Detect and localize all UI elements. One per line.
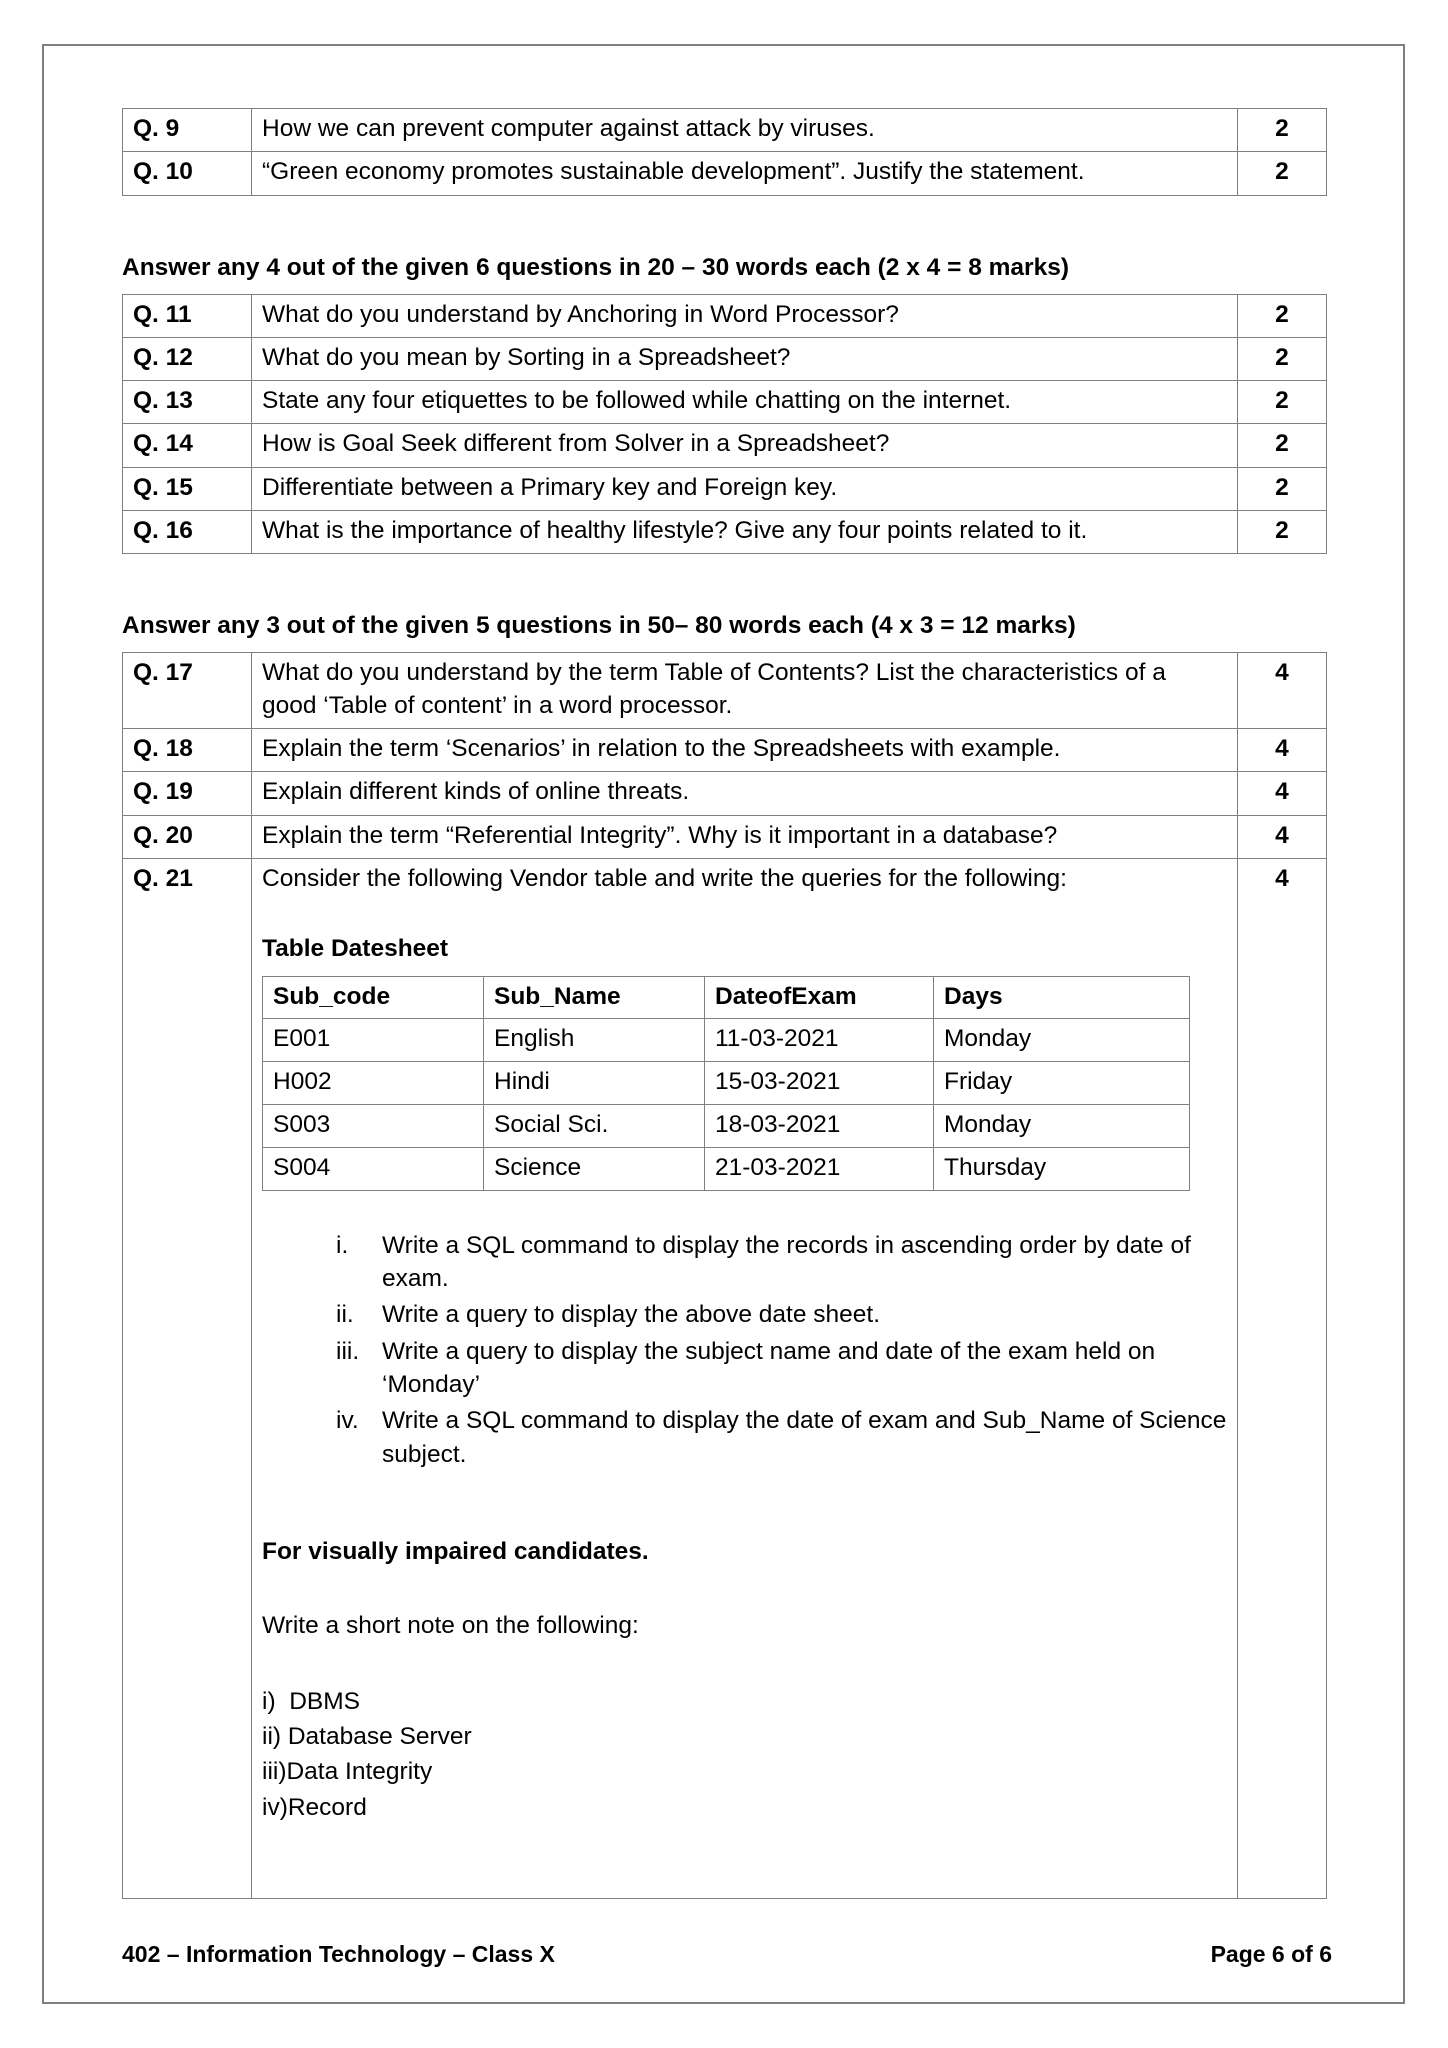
question-number: Q. 12: [123, 337, 252, 380]
list-item: iii)Data Integrity: [262, 1758, 433, 1786]
datesheet-col-header: Sub_code: [263, 976, 484, 1019]
list-item: [336, 1335, 1227, 1402]
list-marker: ii.: [336, 1301, 354, 1329]
datesheet-cell: Social Sci.: [484, 1105, 705, 1148]
question-marks: 4: [1238, 815, 1327, 858]
visually-impaired-list: [262, 1685, 1227, 1824]
question-number: Q. 9: [123, 109, 252, 152]
question-text: What do you mean by Sorting in a Spreadsheet?: [252, 337, 1238, 380]
list-item-label: Write a query to display the above date sheet.: [382, 1301, 881, 1329]
datesheet-cell: Hindi: [484, 1062, 705, 1105]
datesheet-cell: 21-03-2021: [705, 1147, 934, 1190]
question-number: Q. 20: [123, 815, 252, 858]
question-marks: 4: [1238, 653, 1327, 729]
datesheet-col-header: Sub_Name: [484, 976, 705, 1019]
datesheet-title: Table Datesheet: [262, 935, 449, 963]
question-marks: 4: [1238, 772, 1327, 815]
question-marks: 2: [1238, 511, 1327, 554]
question-number: Q. 11: [123, 294, 252, 337]
question-text: What is the importance of healthy lifestyle? Give any four points related to it.: [252, 511, 1238, 554]
table-row: [123, 728, 1327, 771]
question-number: Q. 16: [123, 511, 252, 554]
table-row-q21: [123, 858, 1327, 1898]
datesheet-cell: Monday: [934, 1019, 1190, 1062]
datesheet-cell: 18-03-2021: [705, 1105, 934, 1148]
visually-impaired-intro: Write a short note on the following:: [262, 1612, 639, 1640]
table-row: [123, 424, 1327, 467]
questions-table-2: [122, 294, 1327, 555]
q21-query-list: [262, 1229, 1227, 1471]
question-marks: 4: [1238, 728, 1327, 771]
question-number: Q. 17: [123, 653, 252, 729]
spacer: [262, 1643, 1227, 1685]
datesheet-row: [263, 1147, 1190, 1190]
table-row: [123, 772, 1327, 815]
datesheet-cell: H002: [263, 1062, 484, 1105]
question-marks: 2: [1238, 109, 1327, 152]
q21-intro-text: Consider the following Vendor table and write the queries for the following:: [262, 864, 1067, 892]
table-row: [123, 381, 1327, 424]
spacer: [262, 1191, 1227, 1229]
list-item-label: Write a SQL command to display the records in ascending order by date of exam.: [382, 1231, 1191, 1293]
list-item: ii) Database Server: [262, 1722, 472, 1750]
question-text: Explain different kinds of online threats.: [252, 772, 1238, 815]
table-row: [123, 815, 1327, 858]
datesheet-header-row: [263, 976, 1190, 1019]
spacer: [262, 895, 1227, 933]
question-text: Explain the term ‘Scenarios’ in relation to the Spreadsheets with example.: [252, 728, 1238, 771]
datesheet-cell: Science: [484, 1147, 705, 1190]
datesheet-cell: 11-03-2021: [705, 1019, 934, 1062]
question-text-q21: [252, 858, 1238, 1898]
datesheet-row: [263, 1062, 1190, 1105]
table-row: [123, 337, 1327, 380]
question-text: What do you understand by Anchoring in Word Processor?: [252, 294, 1238, 337]
datesheet-cell: English: [484, 1019, 705, 1062]
question-marks: 2: [1238, 381, 1327, 424]
page-frame: [42, 44, 1405, 2004]
spacer: [262, 1568, 1227, 1610]
footer-page-number: Page 6 of 6: [1210, 1941, 1332, 1967]
question-text: Differentiate between a Primary key and Foreign key.: [252, 467, 1238, 510]
datesheet-cell: 15-03-2021: [705, 1062, 934, 1105]
visually-impaired-heading: For visually impaired candidates.: [262, 1538, 649, 1566]
datesheet-col-header: DateofExam: [705, 976, 934, 1019]
question-number: Q. 14: [123, 424, 252, 467]
question-text: State any four etiquettes to be followed while chatting on the internet.: [252, 381, 1238, 424]
question-text: Explain the term “Referential Integrity”. Why is it important in a database?: [252, 815, 1238, 858]
question-text: What do you understand by the term Table of Contents? List the characteristics of a good ‘Table of content’ in a word processor.: [252, 653, 1238, 729]
list-item: i) DBMS: [262, 1687, 360, 1715]
spacer: [122, 284, 1322, 294]
footer-subject: 402 – Information Technology – Class X: [122, 1941, 555, 1967]
question-marks: 2: [1238, 424, 1327, 467]
spacer: [122, 196, 1322, 252]
question-number: Q. 13: [123, 381, 252, 424]
datesheet-cell: E001: [263, 1019, 484, 1062]
question-text: How is Goal Seek different from Solver in a Spreadsheet?: [252, 424, 1238, 467]
table-row: [123, 294, 1327, 337]
table-row: [123, 467, 1327, 510]
spacer: [122, 642, 1322, 652]
list-item: [336, 1229, 1227, 1296]
page-footer: [122, 1941, 1332, 1968]
spacer: [262, 1474, 1227, 1536]
question-marks: 2: [1238, 294, 1327, 337]
datesheet-cell: S004: [263, 1147, 484, 1190]
section-heading-2: Answer any 4 out of the given 6 questions in 20 – 30 words each (2 x 4 = 8 marks): [122, 253, 1069, 281]
list-item: [336, 1404, 1227, 1471]
question-marks: 4: [1238, 858, 1327, 1898]
list-item: [336, 1298, 1227, 1331]
table-row: [123, 109, 1327, 152]
datesheet-cell: Monday: [934, 1105, 1190, 1148]
datesheet-table: [262, 976, 1190, 1191]
datesheet-cell: Friday: [934, 1062, 1190, 1105]
questions-table-1: [122, 108, 1327, 196]
datesheet-col-header: Days: [934, 976, 1190, 1019]
list-marker: iii.: [336, 1337, 360, 1365]
question-marks: 2: [1238, 467, 1327, 510]
spacer: [262, 1826, 1227, 1892]
question-number: Q. 21: [123, 858, 252, 1898]
list-item-label: Write a SQL command to display the date of exam and Sub_Name of Science subject.: [382, 1407, 1227, 1468]
question-text: How we can prevent computer against attack by viruses.: [252, 109, 1238, 152]
table-row: [123, 511, 1327, 554]
question-number: Q. 18: [123, 728, 252, 771]
datesheet-row: [263, 1019, 1190, 1062]
datesheet-cell: S003: [263, 1105, 484, 1148]
list-marker: iv.: [336, 1407, 359, 1435]
page-content: [122, 108, 1322, 1899]
section-heading-3: Answer any 3 out of the given 5 questions in 50– 80 words each (4 x 3 = 12 marks): [122, 612, 1076, 640]
table-row: [123, 653, 1327, 729]
question-number: Q. 10: [123, 152, 252, 195]
spacer: [122, 554, 1322, 610]
question-marks: 2: [1238, 152, 1327, 195]
question-number: Q. 19: [123, 772, 252, 815]
list-item: iv)Record: [262, 1793, 367, 1821]
list-item-label: Write a query to display the subject name and date of the exam held on ‘Monday’: [382, 1337, 1156, 1399]
table-row: [123, 152, 1327, 195]
datesheet-row: [263, 1105, 1190, 1148]
question-marks: 2: [1238, 337, 1327, 380]
question-text: “Green economy promotes sustainable development”. Justify the statement.: [252, 152, 1238, 195]
question-number: Q. 15: [123, 467, 252, 510]
list-marker: i.: [336, 1231, 349, 1259]
questions-table-3: [122, 652, 1327, 1899]
datesheet-cell: Thursday: [934, 1147, 1190, 1190]
